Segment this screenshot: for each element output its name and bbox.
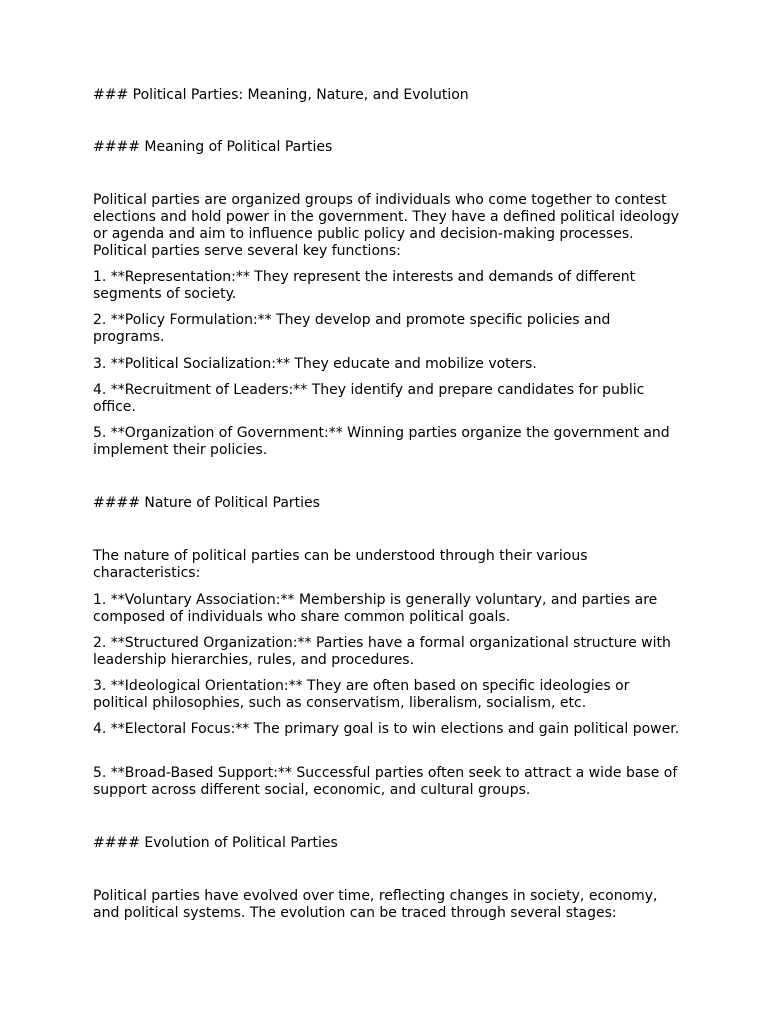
list-item: 5. **Organization of Government:** Winning parties organize the government and implement their policies.: [93, 425, 670, 458]
list-item: 5. **Broad-Based Support:** Successful parties often seek to attract a wide base of support across different social, economic, and cultural groups.: [93, 765, 678, 798]
list-item: 1. **Voluntary Association:** Membership is generally voluntary, and parties are composed of individuals who share common political goals.: [93, 592, 658, 625]
list-item: 2. **Policy Formulation:** They develop and promote specific policies and programs.: [93, 312, 611, 345]
list-item: 4. **Recruitment of Leaders:** They identify and prepare candidates for public office.: [93, 382, 645, 415]
section-heading-evolution: #### Evolution of Political Parties: [93, 835, 338, 851]
list-item: 3. **Ideological Orientation:** They are often based on specific ideologies or political philosophies, such as conservatism, liberalism, socialism, etc.: [93, 678, 630, 711]
list-item: 4. **Electoral Focus:** The primary goal is to win elections and gain political power.: [93, 721, 680, 737]
section-heading-meaning: #### Meaning of Political Parties: [93, 139, 333, 155]
document-title: ### Political Parties: Meaning, Nature, and Evolution: [93, 87, 469, 103]
section-intro-meaning: Political parties are organized groups of individuals who come together to contest elections and hold power in the government. They have a defined political ideology or agenda and aim to influence public policy and decision-making processes. Political parties serve several key functions:: [93, 192, 679, 259]
list-item: 2. **Structured Organization:** Parties have a formal organizational structure with leadership hierarchies, rules, and procedures.: [93, 635, 671, 668]
section-intro-evolution: Political parties have evolved over time, reflecting changes in society, economy, and political systems. The evolution can be traced through several stages:: [93, 888, 658, 921]
list-item: 1. **Representation:** They represent the interests and demands of different segments of society.: [93, 269, 636, 302]
section-intro-nature: The nature of political parties can be understood through their various characteristics:: [93, 548, 588, 581]
section-heading-nature: #### Nature of Political Parties: [93, 495, 320, 511]
list-item: 3. **Political Socialization:** They educate and mobilize voters.: [93, 356, 537, 372]
